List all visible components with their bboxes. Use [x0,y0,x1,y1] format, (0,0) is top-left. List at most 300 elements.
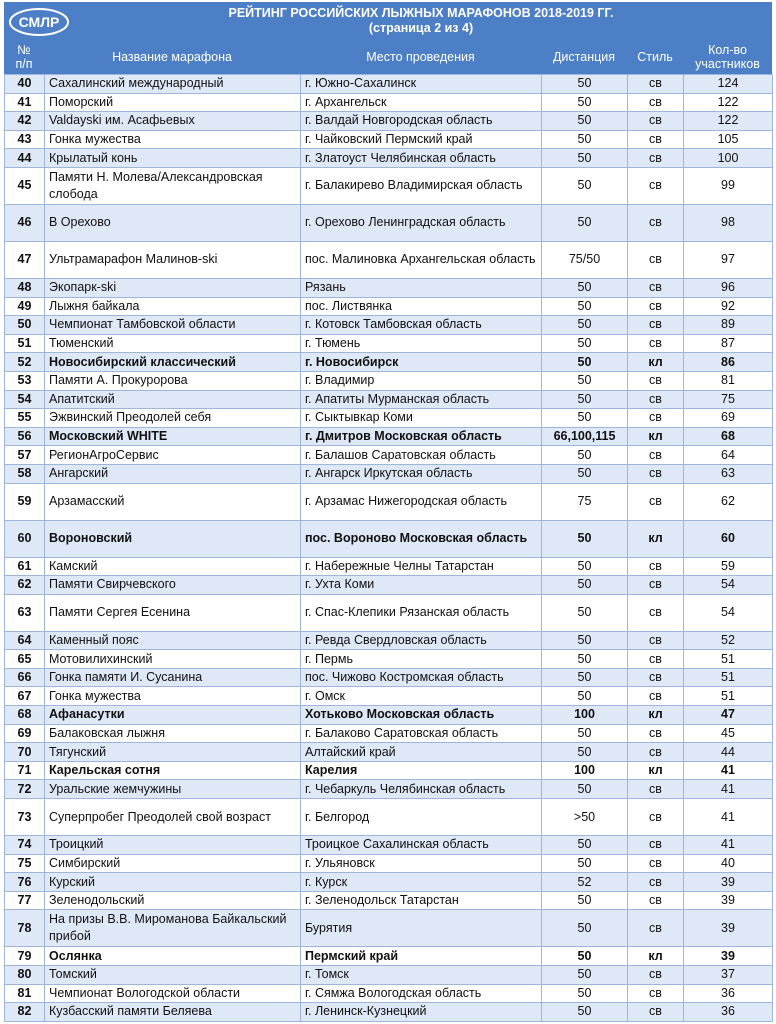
marathon-style: св [628,576,684,595]
marathon-style: св [628,873,684,892]
row-number: 63 [5,594,45,631]
marathon-style: св [628,910,684,947]
marathon-distance: 50 [542,947,628,966]
participant-count: 68 [684,427,773,446]
participant-count: 62 [684,483,773,520]
marathon-name: Ультрамарафон Малинов-ski [45,241,301,278]
marathon-name: Мотовилихинский [45,650,301,669]
marathon-distance: 100 [542,761,628,780]
marathon-distance: 50 [542,557,628,576]
participant-count: 51 [684,668,773,687]
marathon-style: св [628,891,684,910]
participant-count: 92 [684,297,773,316]
marathon-place: Карелия [301,761,542,780]
marathon-style: кл [628,947,684,966]
marathon-style: св [628,966,684,985]
table-row [5,1003,773,1022]
marathon-name: Ангарский [45,464,301,483]
marathon-distance: 75 [542,483,628,520]
table-row [5,984,773,1003]
table-row [5,316,773,335]
marathon-name: На призы В.В. Миромановa Байкальский прибой [45,910,301,947]
participant-count: 39 [684,873,773,892]
participant-count: 45 [684,724,773,743]
marathon-distance: 50 [542,576,628,595]
row-number: 69 [5,724,45,743]
marathon-distance: 50 [542,93,628,112]
marathon-place: г. Сямжа Вологодская область [301,984,542,1003]
marathon-name: Памяти Сергея Есенина [45,594,301,631]
marathon-name: Поморский [45,93,301,112]
row-number: 82 [5,1003,45,1022]
marathon-distance: 50 [542,910,628,947]
marathon-distance: 50 [542,891,628,910]
marathon-name: В Орехово [45,204,301,241]
marathon-distance: 50 [542,446,628,465]
table-row [5,241,773,278]
table-row [5,167,773,204]
marathon-name: Кузбасский памяти Беляева [45,1003,301,1022]
participant-count: 44 [684,743,773,762]
participant-count: 39 [684,891,773,910]
table-row [5,966,773,985]
marathon-name: Московский WHITE [45,427,301,446]
marathon-place: г. Балакирево Владимирская область [301,167,542,204]
marathon-distance: 50 [542,724,628,743]
marathon-name: РегионАгроСервис [45,446,301,465]
participant-count: 52 [684,631,773,650]
marathon-name: Памяти А. Прокуророва [45,371,301,390]
row-number: 42 [5,112,45,131]
participant-count: 122 [684,112,773,131]
participant-count: 63 [684,464,773,483]
marathon-distance: 50 [542,966,628,985]
participant-count: 47 [684,706,773,725]
marathon-distance: 50 [542,520,628,557]
marathon-name: Сахалинский международный [45,75,301,94]
marathon-place: Рязань [301,278,542,297]
marathon-distance: 75/50 [542,241,628,278]
marathon-name: Лыжня байкала [45,297,301,316]
marathon-place: г. Пермь [301,650,542,669]
marathon-style: св [628,668,684,687]
marathon-place: г. Новосибирск [301,353,542,372]
marathon-style: св [628,557,684,576]
participant-count: 39 [684,947,773,966]
marathon-style: св [628,167,684,204]
title-line-1: РЕЙТИНГ РОССИЙСКИХ ЛЫЖНЫХ МАРАФОНОВ 2018-2019 ГГ. [228,6,614,20]
marathon-style: св [628,371,684,390]
table-row [5,427,773,446]
marathon-place: г. Ухта Коми [301,576,542,595]
row-number: 59 [5,483,45,520]
marathon-distance: 52 [542,873,628,892]
row-number: 75 [5,854,45,873]
marathon-name: Афанасутки [45,706,301,725]
participant-count: 100 [684,149,773,168]
marathon-place: пос. Вороново Московская область [301,520,542,557]
marathon-place: Бурятия [301,910,542,947]
row-number: 54 [5,390,45,409]
marathon-place: Хотьково Московская область [301,706,542,725]
marathon-distance: 50 [542,167,628,204]
table-row [5,891,773,910]
row-number: 79 [5,947,45,966]
row-number: 57 [5,446,45,465]
marathon-place: г. Балаково Саратовская область [301,724,542,743]
marathon-style: св [628,316,684,335]
marathon-place: г. Набережные Челны Татарстан [301,557,542,576]
marathon-distance: 50 [542,149,628,168]
marathon-place: г. Зеленодольск Татарстан [301,891,542,910]
marathon-style: св [628,984,684,1003]
marathon-style: св [628,93,684,112]
marathon-distance: 50 [542,780,628,799]
row-number: 40 [5,75,45,94]
marathon-distance: 50 [542,297,628,316]
marathon-place: г. Спас-Клепики Рязанская область [301,594,542,631]
row-number: 47 [5,241,45,278]
row-number: 52 [5,353,45,372]
marathon-style: св [628,278,684,297]
marathon-place: г. Валдай Новгородская область [301,112,542,131]
marathon-place: г. Златоуст Челябинская область [301,149,542,168]
marathon-style: св [628,390,684,409]
participant-count: 122 [684,93,773,112]
page-title [74,6,768,36]
marathon-style: св [628,149,684,168]
marathon-distance: 50 [542,204,628,241]
participant-count: 60 [684,520,773,557]
row-number: 44 [5,149,45,168]
marathon-place: г. Чайковский Пермский край [301,130,542,149]
marathon-name: Новосибирский классический [45,353,301,372]
marathon-style: св [628,724,684,743]
table-row [5,910,773,947]
marathon-distance: 50 [542,594,628,631]
participant-count: 36 [684,1003,773,1022]
participant-count: 96 [684,278,773,297]
marathon-style: св [628,799,684,836]
marathon-place: Троицкое Сахалинская область [301,836,542,855]
row-number: 66 [5,668,45,687]
participant-count: 64 [684,446,773,465]
marathon-distance: 50 [542,854,628,873]
marathon-place: г. Ревда Свердловская область [301,631,542,650]
row-number: 48 [5,278,45,297]
participant-count: 69 [684,409,773,428]
row-number: 78 [5,910,45,947]
marathon-place: г. Томск [301,966,542,985]
marathon-style: св [628,780,684,799]
marathon-style: кл [628,706,684,725]
row-number: 65 [5,650,45,669]
svg-text:СМЛР: СМЛР [18,14,60,30]
row-number: 64 [5,631,45,650]
table-row [5,75,773,94]
participant-count: 86 [684,353,773,372]
participant-count: 105 [684,130,773,149]
marathon-name: Троицкий [45,836,301,855]
table-row [5,687,773,706]
participant-count: 98 [684,204,773,241]
marathon-style: св [628,112,684,131]
marathon-style: кл [628,427,684,446]
row-number: 56 [5,427,45,446]
row-number: 70 [5,743,45,762]
table-row [5,520,773,557]
marathon-name: Чемпионат Вологодской области [45,984,301,1003]
marathon-place: г. Ленинск-Кузнецкий [301,1003,542,1022]
table-row [5,743,773,762]
marathon-distance: 50 [542,1003,628,1022]
marathon-distance: >50 [542,799,628,836]
marathon-name: Гонка мужества [45,687,301,706]
participant-count: 41 [684,761,773,780]
marathon-style: св [628,334,684,353]
col-header-name: Название марафона [112,50,232,64]
marathon-style: св [628,483,684,520]
table-row [5,149,773,168]
row-number: 58 [5,464,45,483]
marathon-place: г. Арзамас Нижегородская область [301,483,542,520]
marathon-name: Вороновский [45,520,301,557]
marathon-name: Эжвинский Преодолей себя [45,409,301,428]
row-number: 68 [5,706,45,725]
marathon-distance: 50 [542,353,628,372]
marathon-name: Зеленодольский [45,891,301,910]
marathon-place: г. Орехово Ленинградская область [301,204,542,241]
marathon-name: Томский [45,966,301,985]
row-number: 71 [5,761,45,780]
marathon-name: Балаковская лыжня [45,724,301,743]
marathon-place: г. Дмитров Московская область [301,427,542,446]
marathon-name: Карельская сотня [45,761,301,780]
marathon-style: кл [628,520,684,557]
marathon-place: г. Апатиты Мурманская область [301,390,542,409]
marathon-distance: 50 [542,668,628,687]
table-row [5,947,773,966]
participant-count: 59 [684,557,773,576]
marathon-style: св [628,687,684,706]
marathon-style: св [628,854,684,873]
table-row [5,650,773,669]
participant-count: 124 [684,75,773,94]
marathon-style: св [628,743,684,762]
marathon-style: св [628,75,684,94]
table-row [5,799,773,836]
marathon-place: г. Белгород [301,799,542,836]
marathon-name: Суперпробег Преодолей свой возраст [45,799,301,836]
marathon-distance: 50 [542,112,628,131]
marathon-name: Гонка мужества [45,130,301,149]
participant-count: 41 [684,836,773,855]
marathon-distance: 50 [542,334,628,353]
table-row [5,334,773,353]
row-number: 77 [5,891,45,910]
marathon-style: св [628,130,684,149]
marathon-place: г. Чебаркуль Челябинская область [301,780,542,799]
marathon-name: Крылатый конь [45,149,301,168]
row-number: 76 [5,873,45,892]
table-row [5,594,773,631]
table-row [5,724,773,743]
table-row [5,390,773,409]
marathon-name: Симбирский [45,854,301,873]
marathon-place: Пермский край [301,947,542,966]
col-header-count: Кол-во участников [695,43,760,71]
marathon-distance: 50 [542,130,628,149]
table-row [5,464,773,483]
marathon-style: св [628,594,684,631]
marathon-distance: 100 [542,706,628,725]
table-row [5,836,773,855]
marathon-style: св [628,464,684,483]
marathon-name: Чемпионат Тамбовской области [45,316,301,335]
marathon-place: Алтайский край [301,743,542,762]
table-row [5,353,773,372]
row-number: 81 [5,984,45,1003]
table-row [5,706,773,725]
participant-count: 75 [684,390,773,409]
participant-count: 36 [684,984,773,1003]
title-line-2: (страница 2 из 4) [368,21,474,35]
marathon-distance: 50 [542,409,628,428]
marathon-place: пос. Малиновка Архангельская область [301,241,542,278]
marathon-place: г. Южно-Сахалинск [301,75,542,94]
participant-count: 51 [684,650,773,669]
marathon-name: Тягунский [45,743,301,762]
marathon-style: св [628,241,684,278]
table-row [5,483,773,520]
marathon-style: св [628,631,684,650]
participant-count: 39 [684,910,773,947]
marathon-distance: 50 [542,631,628,650]
smlr-logo [8,6,70,38]
row-number: 55 [5,409,45,428]
table-row [5,409,773,428]
marathon-distance: 50 [542,390,628,409]
row-number: 53 [5,371,45,390]
marathon-distance: 50 [542,984,628,1003]
marathon-name: Экопарк-ski [45,278,301,297]
marathon-distance: 50 [542,75,628,94]
col-header-num: № п/п [15,43,33,71]
row-number: 46 [5,204,45,241]
marathon-name: Ослянка [45,947,301,966]
col-header-style: Стиль [637,50,673,64]
row-number: 74 [5,836,45,855]
participant-count: 81 [684,371,773,390]
marathon-distance: 50 [542,743,628,762]
table-row [5,576,773,595]
row-number: 45 [5,167,45,204]
marathon-style: св [628,297,684,316]
marathon-style: св [628,650,684,669]
participant-count: 54 [684,594,773,631]
participant-count: 54 [684,576,773,595]
row-number: 72 [5,780,45,799]
participant-count: 97 [684,241,773,278]
marathon-style: св [628,836,684,855]
marathon-place: г. Владимир [301,371,542,390]
marathon-name: Уральские жемчужины [45,780,301,799]
marathon-distance: 50 [542,464,628,483]
table-row [5,93,773,112]
row-number: 67 [5,687,45,706]
marathon-name: Курский [45,873,301,892]
row-number: 61 [5,557,45,576]
table-row [5,204,773,241]
col-header-distance: Дистанция [552,50,616,64]
participant-count: 99 [684,167,773,204]
table-row [5,631,773,650]
marathon-style: кл [628,353,684,372]
row-number: 80 [5,966,45,985]
row-number: 43 [5,130,45,149]
row-number: 51 [5,334,45,353]
marathon-place: г. Ангарск Иркутская область [301,464,542,483]
marathon-place: пос. Листвянка [301,297,542,316]
participant-count: 41 [684,780,773,799]
table-header [4,2,772,74]
marathon-rating-table [4,74,773,1022]
marathon-name: Памяти Свирчевского [45,576,301,595]
table-row [5,130,773,149]
marathon-name: Памяти Н. Молева/Александровская слобода [45,167,301,204]
marathon-name: Арзамасский [45,483,301,520]
table-row [5,112,773,131]
table-row [5,780,773,799]
marathon-place: пос. Чижово Костромская область [301,668,542,687]
row-number: 41 [5,93,45,112]
marathon-distance: 50 [542,371,628,390]
table-row [5,668,773,687]
row-number: 73 [5,799,45,836]
row-number: 62 [5,576,45,595]
marathon-distance: 50 [542,316,628,335]
marathon-name: Каменный пояс [45,631,301,650]
marathon-name: Тюменский [45,334,301,353]
table-row [5,761,773,780]
marathon-distance: 50 [542,278,628,297]
marathon-style: св [628,1003,684,1022]
marathon-style: св [628,204,684,241]
marathon-place: г. Тюмень [301,334,542,353]
marathon-style: св [628,409,684,428]
marathon-place: г. Курск [301,873,542,892]
marathon-place: г. Архангельск [301,93,542,112]
marathon-name: Valdayski им. Асафьевых [45,112,301,131]
row-number: 50 [5,316,45,335]
participant-count: 37 [684,966,773,985]
table-row [5,371,773,390]
participant-count: 41 [684,799,773,836]
marathon-name: Апатитский [45,390,301,409]
marathon-style: кл [628,761,684,780]
marathon-place: г. Ульяновск [301,854,542,873]
table-row [5,557,773,576]
row-number: 49 [5,297,45,316]
participant-count: 40 [684,854,773,873]
marathon-place: г. Балашов Саратовская область [301,446,542,465]
table-row [5,854,773,873]
table-row [5,873,773,892]
marathon-name: Гонка памяти И. Сусанина [45,668,301,687]
marathon-distance: 66,100,115 [542,427,628,446]
table-row [5,278,773,297]
marathon-distance: 50 [542,650,628,669]
